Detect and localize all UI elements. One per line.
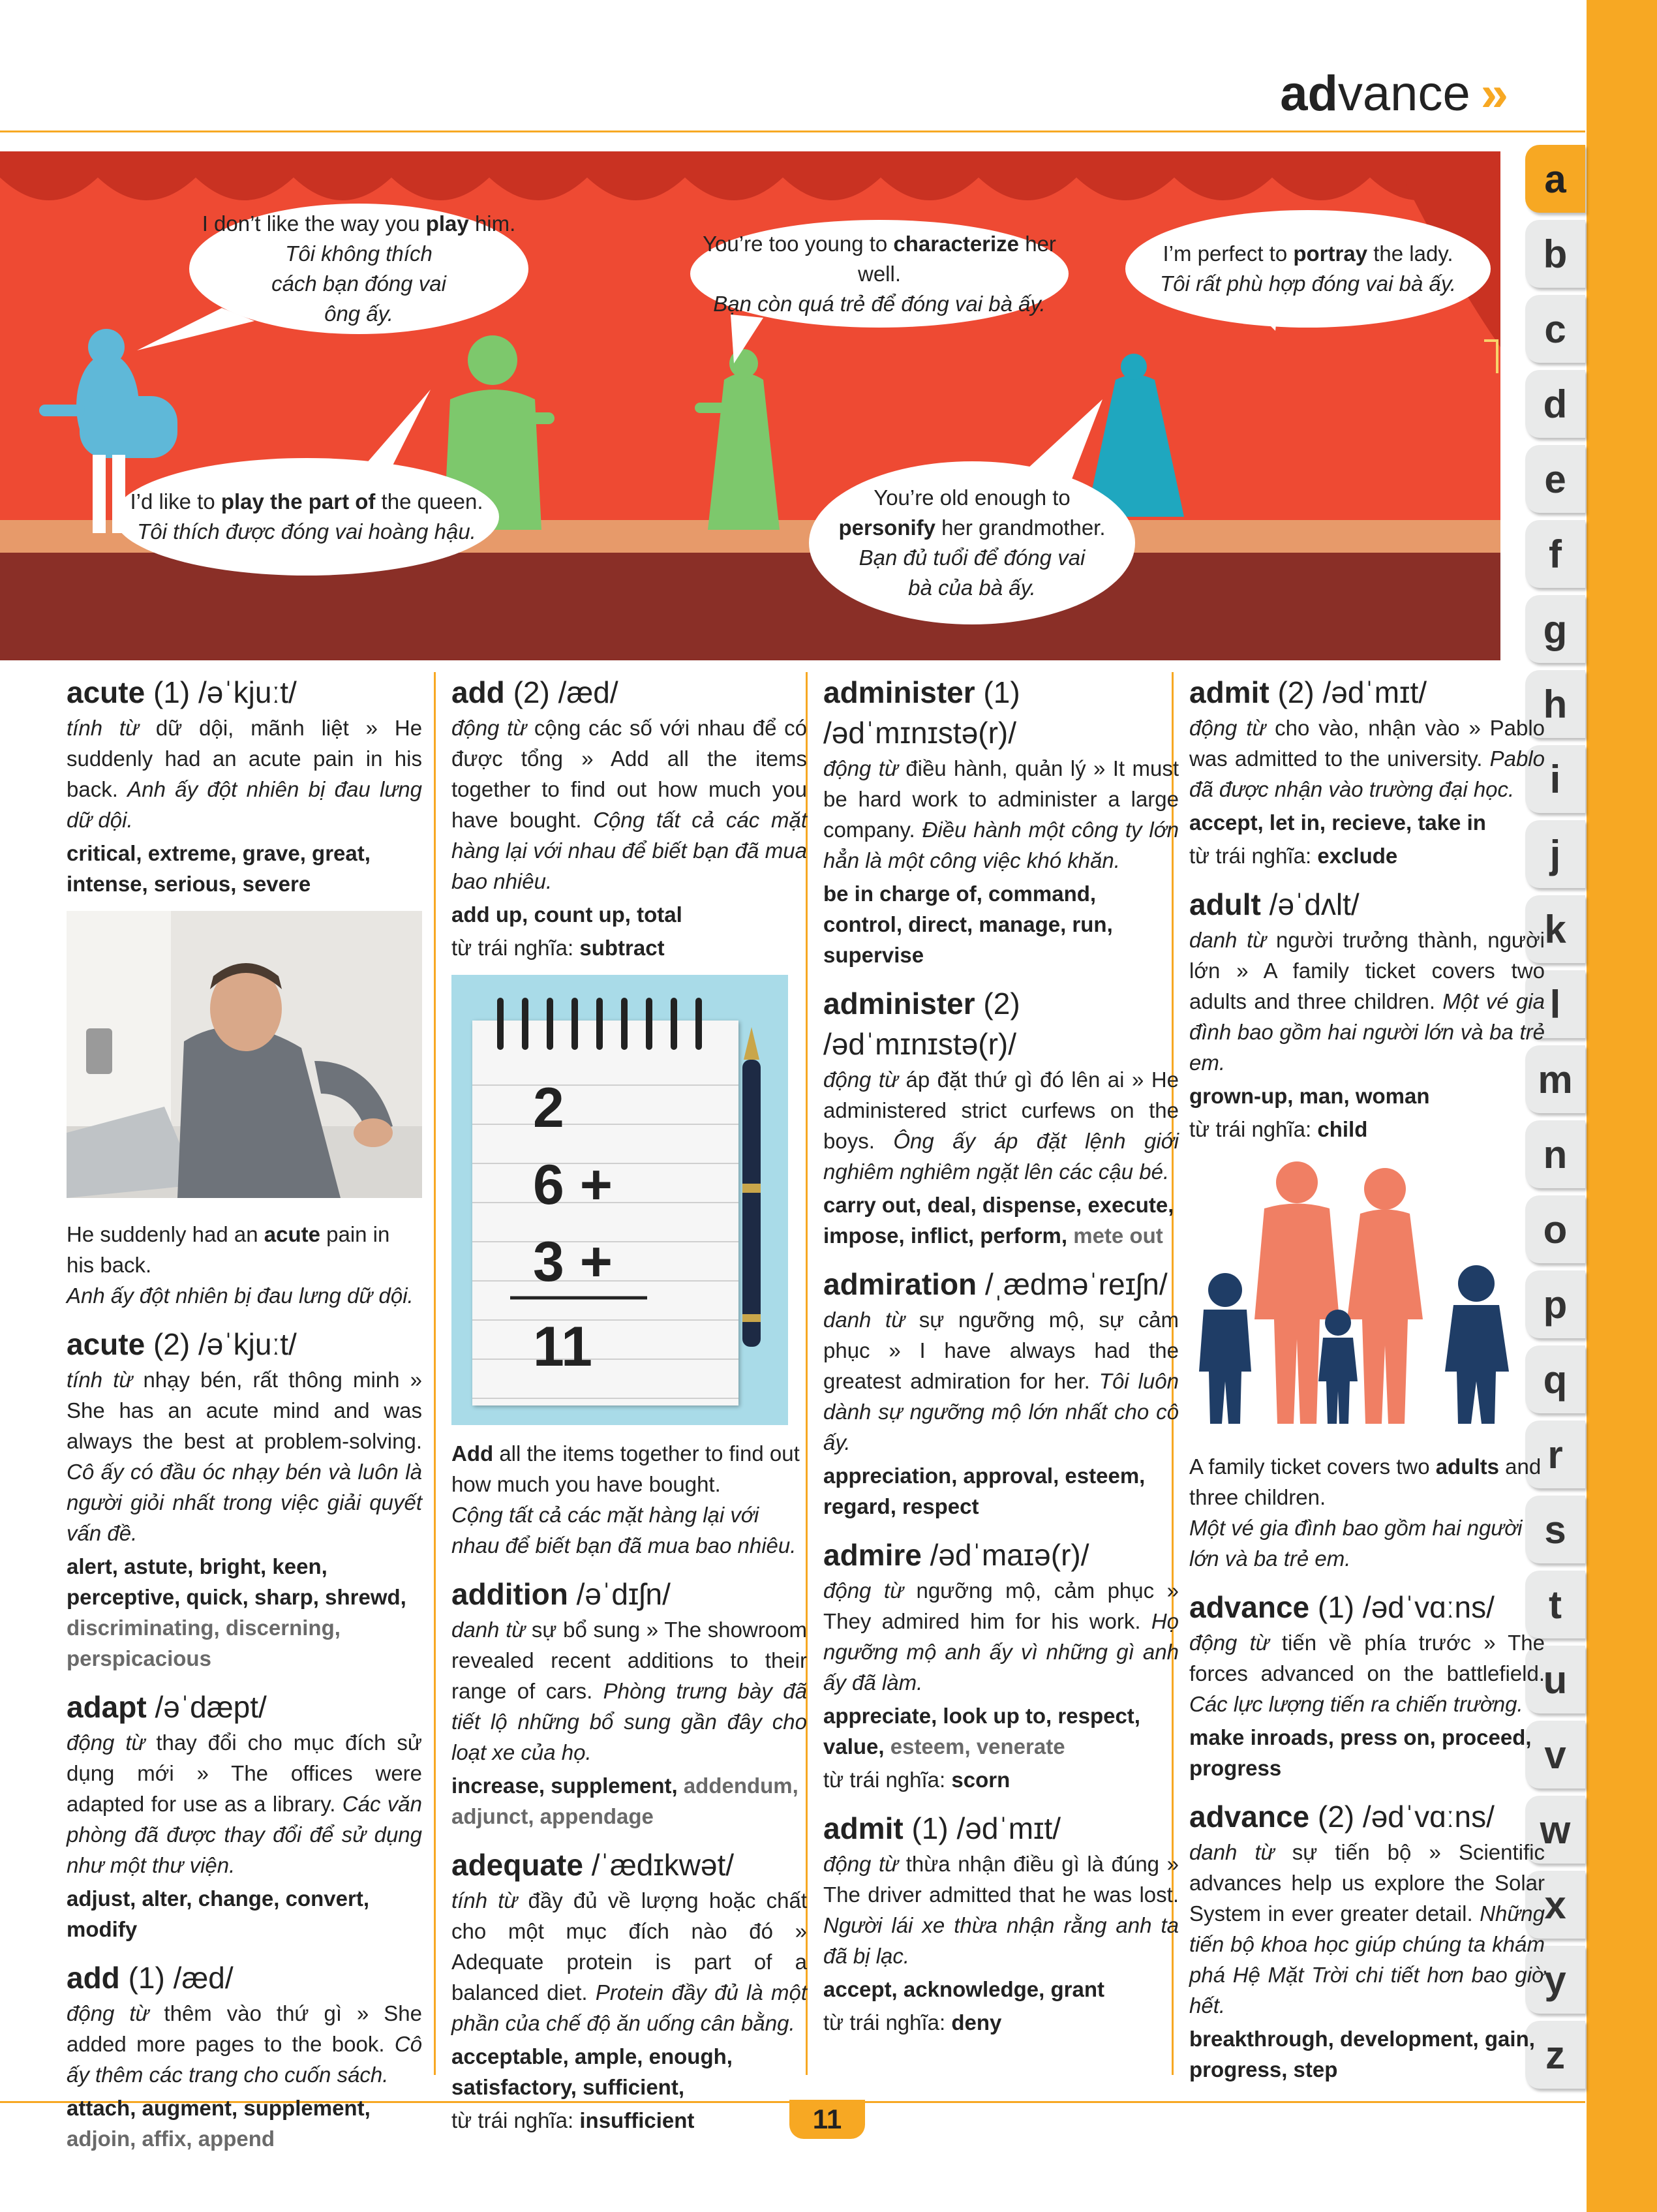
definition: danh từ sự ngưỡng mộ, sự cảm phục » I have always had the greatest admiration for her. Tôi luôn dành sự ngưỡng mộ lớn nhất cho cô ấy. xyxy=(823,1308,1179,1454)
definition: động từ cộng các số với nhau để có được tổng » Add all the items together to find out how much you have bought. Cộng tất cả các mặt hàng lại với nhau để biết bạn đã mua bao nhiêu. xyxy=(451,716,807,893)
tab-j[interactable]: j xyxy=(1525,820,1585,888)
entry-adapt: adapt /əˈdæpt/ xyxy=(67,1690,267,1724)
spiral-rings xyxy=(451,975,788,1425)
tab-t[interactable]: t xyxy=(1525,1571,1585,1638)
entry-admiration: admiration /ˌædməˈreɪʃn/ xyxy=(823,1267,1168,1301)
man-back-pain-photo xyxy=(67,911,422,1206)
speech-bubble-personify: You’re old enough to personify her grandmother. Bạn đủ tuổi để đóng vai bà của bà ấy. xyxy=(809,461,1135,624)
photo-caption: He suddenly had an acute pain in his back. Anh ấy đột nhiên bị đau lưng dữ dội. xyxy=(67,1222,414,1308)
entry-advance-1: advance (1) /ədˈvɑːns/ xyxy=(1189,1590,1495,1624)
tab-e[interactable]: e xyxy=(1525,445,1585,513)
synonyms: accept, let in, recieve, take in xyxy=(1189,810,1486,835)
entry-admire: admire /ədˈmaɪə(r)/ xyxy=(823,1538,1089,1572)
speech-bubble-play: I don’t like the way you play him. Tôi không thích cách bạn đóng vai ông ấy. xyxy=(189,204,528,334)
synonyms: increase, supplement, addendum, adjunct, appendage xyxy=(451,1774,798,1828)
tab-i[interactable]: i xyxy=(1525,745,1585,813)
tab-u[interactable]: u xyxy=(1525,1646,1585,1713)
tab-h[interactable]: h xyxy=(1525,670,1585,738)
theatre-illustration xyxy=(0,151,1500,660)
speech-bubble-characterize: You’re too young to characterize her well. Bạn còn quá trẻ để đóng vai bà ấy. xyxy=(690,220,1069,328)
sum-number: 3 + xyxy=(533,1231,613,1293)
definition: danh từ sự bổ sung » The showroom revealed recent additions to their range of cars. Phòng trưng bày đã tiết lộ những bổ sung gần đây cho loạt xe của họ. xyxy=(451,1618,807,1764)
chevron-right-icon: » xyxy=(1480,66,1508,121)
synonyms: appreciation, approval, esteem, regard, respect xyxy=(823,1464,1146,1518)
antonym: từ trái nghĩa: child xyxy=(1189,1117,1368,1141)
tab-p[interactable]: p xyxy=(1525,1270,1585,1338)
sum-total: 11 xyxy=(533,1315,592,1378)
running-head: advance » xyxy=(1280,66,1508,121)
entry-addition: addition /əˈdɪʃn/ xyxy=(451,1577,671,1611)
speech-bubble-portray: I’m perfect to portray the lady. Tôi rất phù hợp đóng vai bà ấy. xyxy=(1125,210,1491,328)
synonyms: grown-up, man, woman xyxy=(1189,1084,1430,1108)
tab-o[interactable]: o xyxy=(1525,1195,1585,1263)
definition: tính từ dữ dội, mãnh liệt » He suddenly had an acute pain in his back. Anh ấy đột nhiên bị đau lưng dữ dội. xyxy=(67,716,423,832)
tab-g[interactable]: g xyxy=(1525,595,1585,663)
synonyms: acceptable, ample, enough, satisfactory, sufficient, xyxy=(451,2044,733,2099)
definition: động từ cho vào, nhận vào » Pablo was admitted to the university. Pablo đã được nhận vào trường đại học. xyxy=(1189,716,1545,801)
tab-a[interactable]: a xyxy=(1525,145,1585,213)
tab-s[interactable]: s xyxy=(1525,1496,1585,1563)
definition: danh từ người trưởng thành, người lớn » A family ticket covers two adults and three children. Một vé gia đình bao gồm hai người lớn và ba trẻ em. xyxy=(1189,928,1545,1075)
antonym: từ trái nghĩa: deny xyxy=(823,2010,1002,2035)
tab-b[interactable]: b xyxy=(1525,220,1585,288)
synonyms: accept, acknowledge, grant xyxy=(823,1977,1104,2001)
entry-acute-2: acute (2) /əˈkjuːt/ xyxy=(67,1327,297,1361)
column-divider xyxy=(434,672,436,2075)
entry-administer-2: administer (2) /ədˈmɪnɪstə(r)/ xyxy=(823,987,1020,1061)
entry-add-1: add (1) /æd/ xyxy=(67,1961,234,1995)
tab-w[interactable]: w xyxy=(1525,1796,1585,1864)
tab-l[interactable]: l xyxy=(1525,970,1585,1038)
entry-admit-1: admit (1) /ədˈmɪt/ xyxy=(823,1811,1061,1845)
synonyms: carry out, deal, dispense, execute, impose, inflict, perform, mete out xyxy=(823,1193,1174,1248)
entry-administer-1: administer (1) /ədˈmɪnɪstə(r)/ xyxy=(823,675,1020,750)
tab-c[interactable]: c xyxy=(1525,295,1585,363)
tab-f[interactable]: f xyxy=(1525,520,1585,588)
definition: động từ thừa nhận điều gì là đúng » The driver admitted that he was lost. Người lái xe thừa nhận rằng anh ta đã bị lạc. xyxy=(823,1852,1179,1968)
synonyms: adjust, alter, change, convert, modify xyxy=(67,1886,369,1941)
synonyms: attach, augment, supplement, adjoin, affix, append xyxy=(67,2096,371,2151)
tab-y[interactable]: y xyxy=(1525,1946,1585,2014)
antonym: từ trái nghĩa: insufficient xyxy=(451,2108,695,2132)
tab-n[interactable]: n xyxy=(1525,1120,1585,1188)
entry-adult: adult /əˈdʌlt/ xyxy=(1189,887,1360,921)
notepad-sum-illustration xyxy=(451,975,788,1425)
definition: động từ ngưỡng mộ, cảm phục » They admired him for his work. Họ ngưỡng mộ anh ấy vì những gì anh ấy đã làm. xyxy=(823,1578,1179,1695)
column-2 xyxy=(451,672,807,2136)
definition: tính từ đầy đủ về lượng hoặc chất cho một mục đích nào đó » Adequate protein is part of a balanced diet. Protein đầy đủ là một phần của chế độ ăn uống cân bằng. xyxy=(451,1888,807,2035)
entry-advance-2: advance (2) /ədˈvɑːns/ xyxy=(1189,1800,1495,1834)
synonyms: be in charge of, command, control, direct, manage, run, supervise xyxy=(823,882,1113,967)
tab-r[interactable]: r xyxy=(1525,1421,1585,1488)
definition: động từ thay đổi cho mục đích sử dụng mới » The offices were adapted for use as a library. Các văn phòng đã được thay đổi để sử dụng như một thư viện. xyxy=(67,1730,423,1877)
antonym: từ trái nghĩa: scorn xyxy=(823,1768,1011,1792)
definition: động từ tiến về phía trước » The forces advanced on the battlefield. Các lực lượng tiến ra chiến trường. xyxy=(1189,1631,1545,1716)
tab-d[interactable]: d xyxy=(1525,370,1585,438)
tab-q[interactable]: q xyxy=(1525,1345,1585,1413)
column-1 xyxy=(67,672,422,2154)
column-4 xyxy=(1189,672,1545,2085)
entry-adequate: adequate /ˈædɪkwət/ xyxy=(451,1848,735,1882)
definition: danh từ sự tiến bộ » Scientific advances help us explore the Solar System in ever greater detail. Những tiến bộ khoa học giúp chúng ta khám phá Hệ Mặt Trời chi tiết hơn bao giờ hết. xyxy=(1189,1840,1545,2018)
antonym: từ trái nghĩa: exclude xyxy=(1189,844,1398,868)
synonyms: alert, astute, bright, keen, perceptive, quick, sharp, shrewd, discriminating, discerning, perspicacious xyxy=(67,1554,406,1670)
definition: động từ thêm vào thứ gì » She added more pages to the book. Cô ấy thêm các trang cho cuốn sách. xyxy=(67,2001,423,2087)
column-3 xyxy=(823,672,1179,2038)
synonyms: critical, extreme, grave, great, intense, serious, severe xyxy=(67,841,371,896)
fountain-pen-icon xyxy=(742,1027,761,1347)
entry-acute-1: acute (1) /əˈkjuːt/ xyxy=(67,675,297,709)
synonyms: breakthrough, development, gain, progress, step xyxy=(1189,2027,1535,2081)
tab-k[interactable]: k xyxy=(1525,895,1585,963)
side-accent-bar xyxy=(1587,0,1657,2212)
definition: tính từ nhạy bén, rất thông minh » She has an acute mind and was always the best at problem-solving. Cô ấy có đầu óc nhạy bén và luôn là người giỏi nhất trong việc giải quyết vấn đề. xyxy=(67,1368,422,1545)
sum-number: 6 + xyxy=(533,1154,613,1216)
tab-v[interactable]: v xyxy=(1525,1721,1585,1789)
entry-admit-2: admit (2) /ədˈmɪt/ xyxy=(1189,675,1427,709)
top-rule xyxy=(0,131,1585,132)
speech-bubble-play-the-part: I’d like to play the part of the queen. Tôi thích được đóng vai hoàng hậu. xyxy=(114,458,499,576)
synonyms: appreciate, look up to, respect, value, esteem, venerate xyxy=(823,1704,1140,1759)
page-number: 11 xyxy=(789,2100,865,2139)
tab-z[interactable]: z xyxy=(1525,2021,1585,2089)
tab-m[interactable]: m xyxy=(1525,1045,1585,1113)
antonym: từ trái nghĩa: subtract xyxy=(451,936,665,960)
entry-add-2: add (2) /æd/ xyxy=(451,675,618,709)
tab-x[interactable]: x xyxy=(1525,1871,1585,1939)
synonyms: add up, count up, total xyxy=(451,902,682,927)
sum-number: 2 xyxy=(533,1077,564,1139)
definition: động từ áp đặt thứ gì đó lên ai » He administered strict curfews on the boys. Ông ấy áp đặt lệnh giới nghiêm nghiêm ngặt lên các cậu bé. xyxy=(823,1068,1179,1184)
illustration-caption: Add all the items together to find out how much you have bought. Cộng tất cả các mặt hàng lại với nhau để biết bạn đã mua bao nhiêu. xyxy=(451,1441,800,1558)
synonyms: make inroads, press on, proceed, progress xyxy=(1189,1725,1532,1780)
definition: động từ điều hành, quản lý » It must be hard work to administer a large company. Điều hành một công ty lớn hẳn là một công việc khó khăn. xyxy=(823,756,1179,872)
illustration-caption: A family ticket covers two adults and three children. Một vé gia đình bao gồm hai người lớn và ba trẻ em. xyxy=(1189,1454,1542,1571)
family-silhouettes-illustration xyxy=(1189,1156,1545,1438)
